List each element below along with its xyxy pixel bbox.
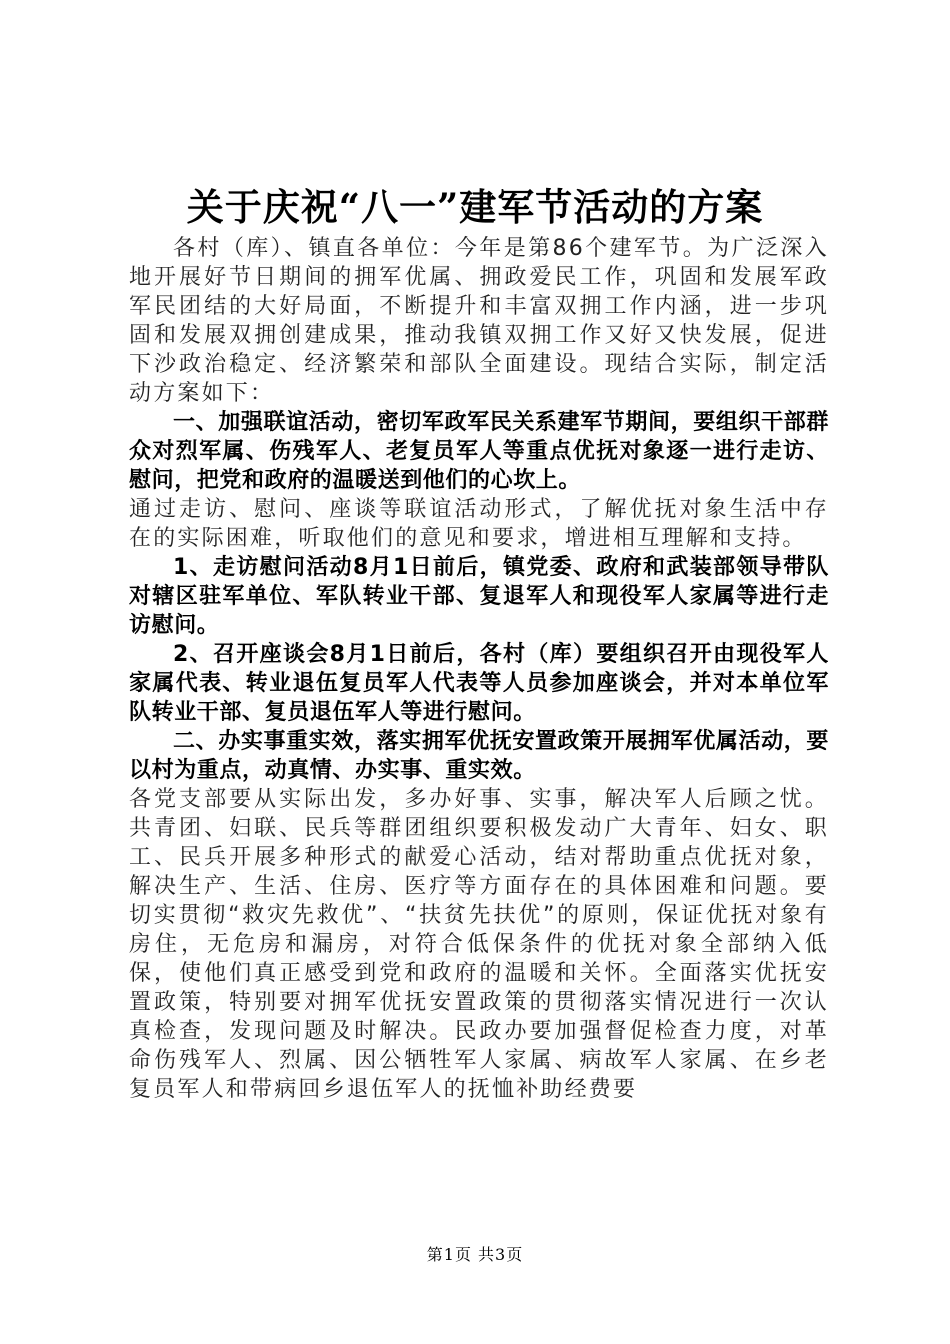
page-number-footer: 第1页 共3页 [426, 1245, 524, 1264]
section-two-detail: 各党支部要从实际出发，多办好事、实事，解决军人后顾之忧。共青团、妇联、民兵等群团组织要积极发动广大青年、妇女、职工、民兵开展多种形式的献爱心活动，结对帮助重点优抚对象，解决生产、生活、住房、医疗等方面存在的具体困难和问题。要切实贯彻“救灾先救优”、“扶贫先扶优”的原则，保证优抚对象有房住，无危房和漏房，对符合低保条件的优抚对象全部纳入低保，使他们真正感受到党和政府的温暖和关怀。全面落实优抚安置政策，特别要对拥军优抚安置政策的贯彻落实情况进行一次认真检查，发现问题及时解决。民政办要加强督促检查力度，对革命伤残军人、烈属、因公牺牲军人家属、病故军人家属、在乡老复员军人和带病回乡退伍军人的抚恤补助经费要 [129, 787, 829, 1102]
section-one-heading: 一、加强联谊活动，密切军政军民关系建军节期间，要组织干部群众对烈军属、伤残军人、老复员军人等重点优抚对象逐一进行走访、慰问，把党和政府的温暖送到他们的心坎上。 [129, 410, 829, 493]
item-two-paragraph: 2、召开座谈会8月1日前后，各村（库）要组织召开由现役军人家属代表、转业退伍复员军人代表等人员参加座谈会，并对本单位军队转业干部、复员退伍军人等进行慰问。 [129, 642, 829, 725]
item-one-paragraph: 1、走访慰问活动8月1日前后，镇党委、政府和武装部领导带队对辖区驻军单位、军队转业干部、复退军人和现役军人家属等进行走访慰问。 [129, 555, 829, 638]
section-two-heading: 二、办实事重实效，落实拥军优抚安置政策开展拥军优属活动，要以村为重点，动真情、办实事、重实效。 [129, 729, 829, 783]
document-title: 关于庆祝“八一”建军节活动的方案 [186, 185, 764, 229]
intro-paragraph: 各村（库）、镇直各单位：今年是第86个建军节。为广泛深入地开展好节日期间的拥军优属、拥政爱民工作，巩固和发展军政军民团结的大好局面，不断提升和丰富双拥工作内涵，进一步巩固和发展双拥创建成果，推动我镇双拥工作又好又快发展，促进下沙政治稳定、经济繁荣和部队全面建设。现结合实际，制定活动方案如下： [129, 236, 829, 406]
section-one-detail: 通过走访、慰问、座谈等联谊活动形式，了解优抚对象生活中存在的实际困难，听取他们的意见和要求，增进相互理解和支持。 [129, 497, 829, 551]
document-body [129, 234, 829, 1104]
